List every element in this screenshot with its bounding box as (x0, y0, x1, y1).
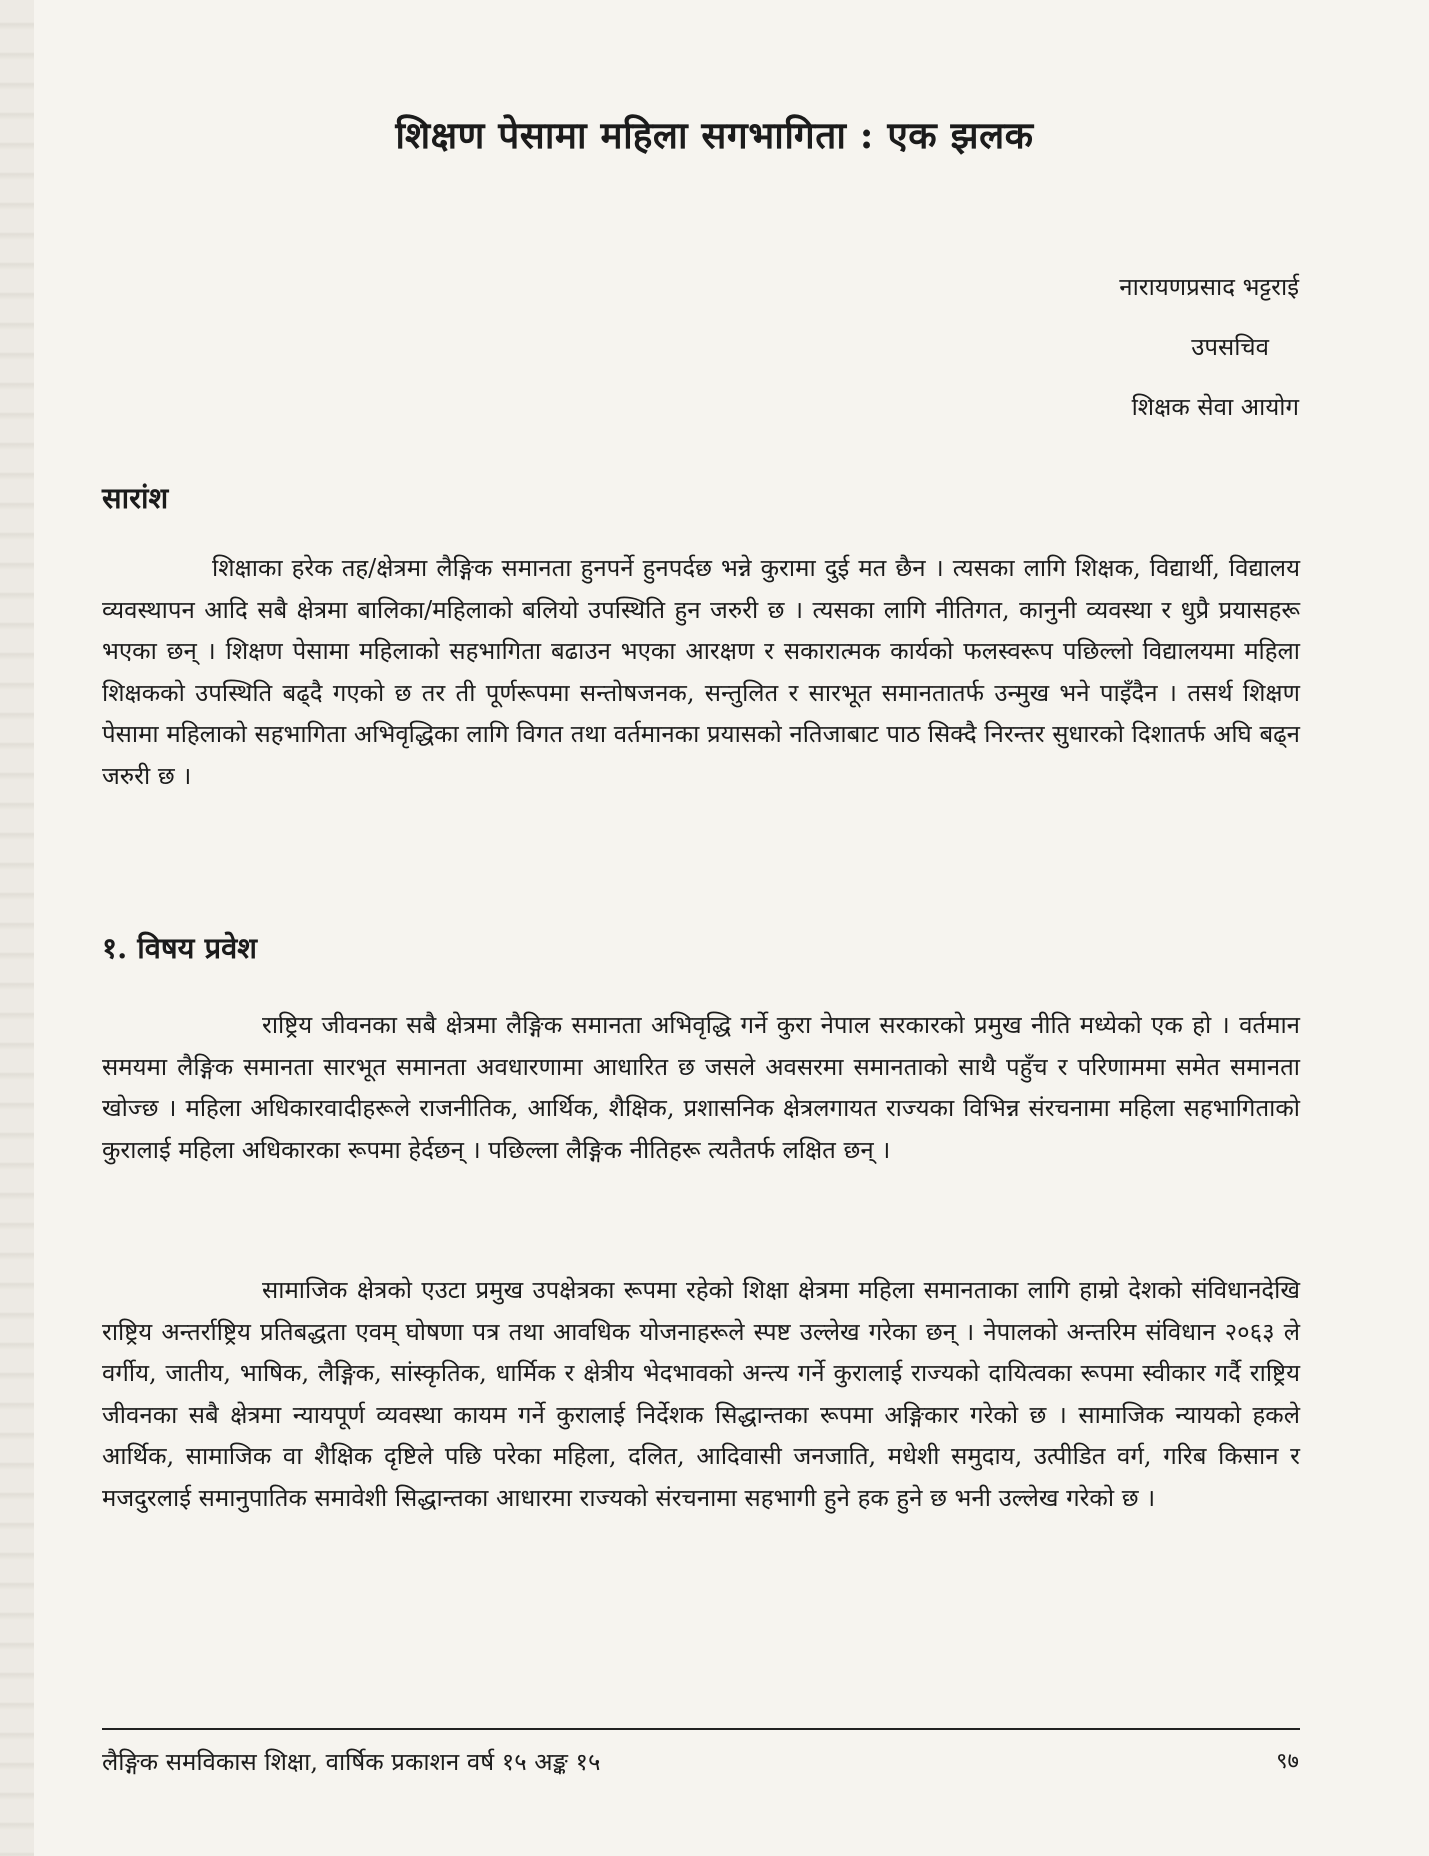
article-title: शिक्षण पेसामा महिला सगभागिता : एक झलक (395, 113, 1034, 157)
binding-edge (0, 0, 34, 1856)
page-number: ९७ (1276, 1749, 1299, 1774)
author-name: नारायणप्रसाद भट्टराई (1119, 273, 1299, 301)
author-organization: शिक्षक सेवा आयोग (1131, 393, 1299, 421)
footer-publication: लैङ्गिक समविकास शिक्षा, वार्षिक प्रकाशन वर्ष १५ अङ्क १५ (102, 1748, 601, 1776)
body-paragraph-1: राष्ट्रिय जीवनका सबै क्षेत्रमा लैङ्गिक समानता अभिवृद्धि गर्ने कुरा नेपाल सरकारको प्रमुख नीति मध्येको एक हो । वर्तमान समयमा लैङ्गिक समानता सारभूत समानता अवधारणामा आधारित छ जसले अवसरमा समानताको साथै पहुँच र परिणाममा समेत समानता खोज्छ । महिला अधिकारवादीहरूले राजनीतिक, आर्थिक, शैक्षिक, प्रशासनिक क्षेत्रलगायत राज्यका विभिन्न संरचनामा महिला सहभागिताको कुरालाई महिला अधिकारका रूपमा हेर्दछन् । पछिल्ला लैङ्गिक नीतिहरू त्यतैतर्फ लक्षित छन् । (102, 1011, 1300, 1164)
abstract-heading: सारांश (102, 481, 169, 515)
section-heading: १. विषय प्रवेश (102, 931, 257, 965)
author-role: उपसचिव (1191, 333, 1269, 361)
body-paragraph-2: सामाजिक क्षेत्रको एउटा प्रमुख उपक्षेत्रका रूपमा रहेको शिक्षा क्षेत्रमा महिला समानताका लागि हाम्रो देशको संविधानदेखि राष्ट्रिय अन्तर्राष्ट्रिय प्रतिबद्धता एवम् घोषणा पत्र तथा आवधिक योजनाहरूले स्पष्ट उल्लेख गरेका छन् । नेपालको अन्तरिम संविधान २०६३ ले वर्गीय, जातीय, भाषिक, लैङ्गिक, सांस्कृतिक, धार्मिक र क्षेत्रीय भेदभावको अन्त्य गर्ने कुरालाई राज्यको दायित्वका रूपमा स्वीकार गर्दै राष्ट्रिय जीवनका सबै क्षेत्रमा न्यायपूर्ण व्यवस्था कायम गर्ने कुरालाई निर्देशक सिद्धान्तका रूपमा अङ्गिकार गरेको छ । सामाजिक न्यायको हकले आर्थिक, सामाजिक वा शैक्षिक दृष्टिले पछि परेका महिला, दलित, आदिवासी जनजाति, मधेशी समुदाय, उत्पीडित वर्ग, गरिब किसान र मजदुरलाई समानुपातिक समावेशी सिद्धान्तका आधारमा राज्यको संरचनामा सहभागी हुने हक हुने छ भनी उल्लेख गरेको छ । (102, 1276, 1300, 1512)
abstract-paragraph: शिक्षाका हरेक तह/क्षेत्रमा लैङ्गिक समानता हुनपर्ने हुनपर्दछ भन्ने कुरामा दुई मत छैन । त्यसका लागि शिक्षक, विद्यार्थी, विद्यालय व्यवस्थापन आदि सबै क्षेत्रमा बालिका/महिलाको बलियो उपस्थिति हुन जरुरी छ । त्यसका लागि नीतिगत, कानुनी व्यवस्था र धुप्रै प्रयासहरू भएका छन् । शिक्षण पेसामा महिलाको सहभागिता बढाउन भएका आरक्षण र सकारात्मक कार्यको फलस्वरूप पछिल्लो विद्यालयमा महिला शिक्षकको उपस्थिति बढ्दै गएको छ तर ती पूर्णरूपमा सन्तोषजनक, सन्तुलित र सारभूत समानतातर्फ उन्मुख भने पाइँदैन । तसर्थ शिक्षण पेसामा महिलाको सहभागिता अभिवृद्धिका लागि विगत तथा वर्तमानका प्रयासको नतिजाबाट पाठ सिक्दै निरन्तर सुधारको दिशातर्फ अघि बढ्न जरुरी छ । (102, 554, 1300, 790)
footer-rule (102, 1728, 1300, 1730)
